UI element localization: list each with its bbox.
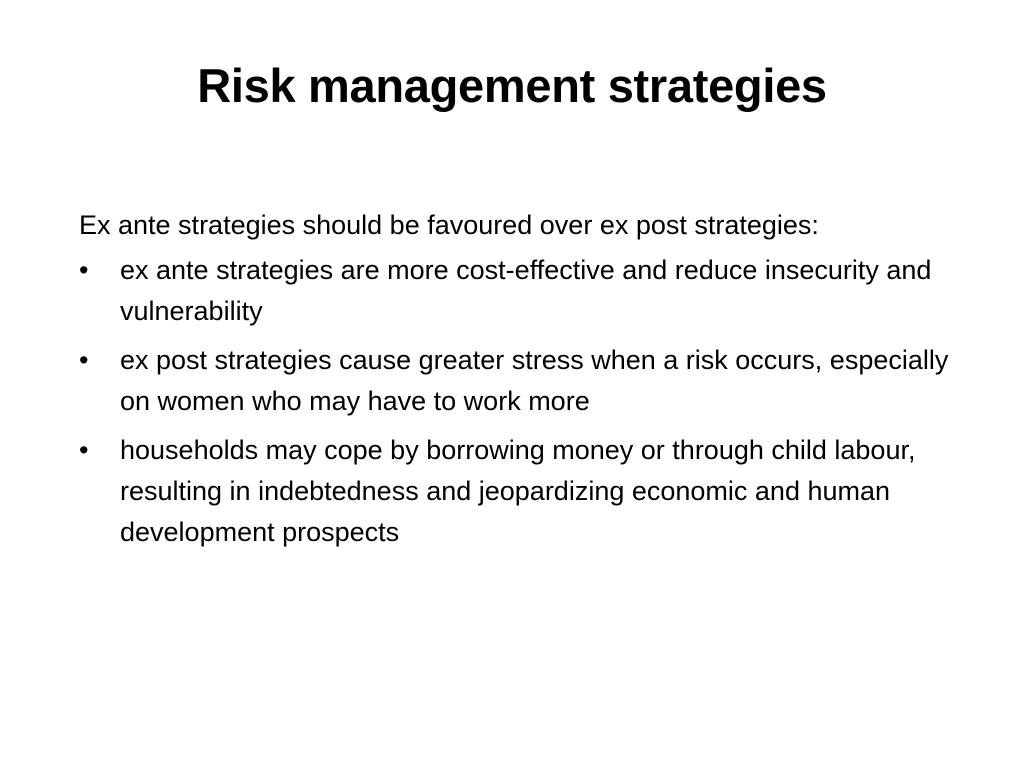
bullet-icon: •	[79, 345, 89, 375]
bullet-item	[79, 250, 969, 332]
bullet-list	[79, 250, 969, 553]
bullet-item	[79, 340, 969, 422]
slide-body	[79, 205, 969, 561]
bullet-item	[79, 430, 969, 553]
intro-text: Ex ante strategies should be favoured over ex post strategies:	[79, 210, 819, 240]
bullet-icon: •	[79, 255, 89, 285]
bullet-icon: •	[79, 435, 89, 465]
slide-title: Risk management strategies	[197, 59, 827, 112]
bullet-text: ex ante strategies are more cost-effective and reduce insecurity and vulnerability	[120, 255, 932, 326]
bullet-text: households may cope by borrowing money or through child labour, resulting in indebtedness and jeopardizing economic and human development prospects	[120, 435, 916, 547]
bullet-text: ex post strategies cause greater stress when a risk occurs, especially on women who may have to work more	[120, 345, 949, 416]
